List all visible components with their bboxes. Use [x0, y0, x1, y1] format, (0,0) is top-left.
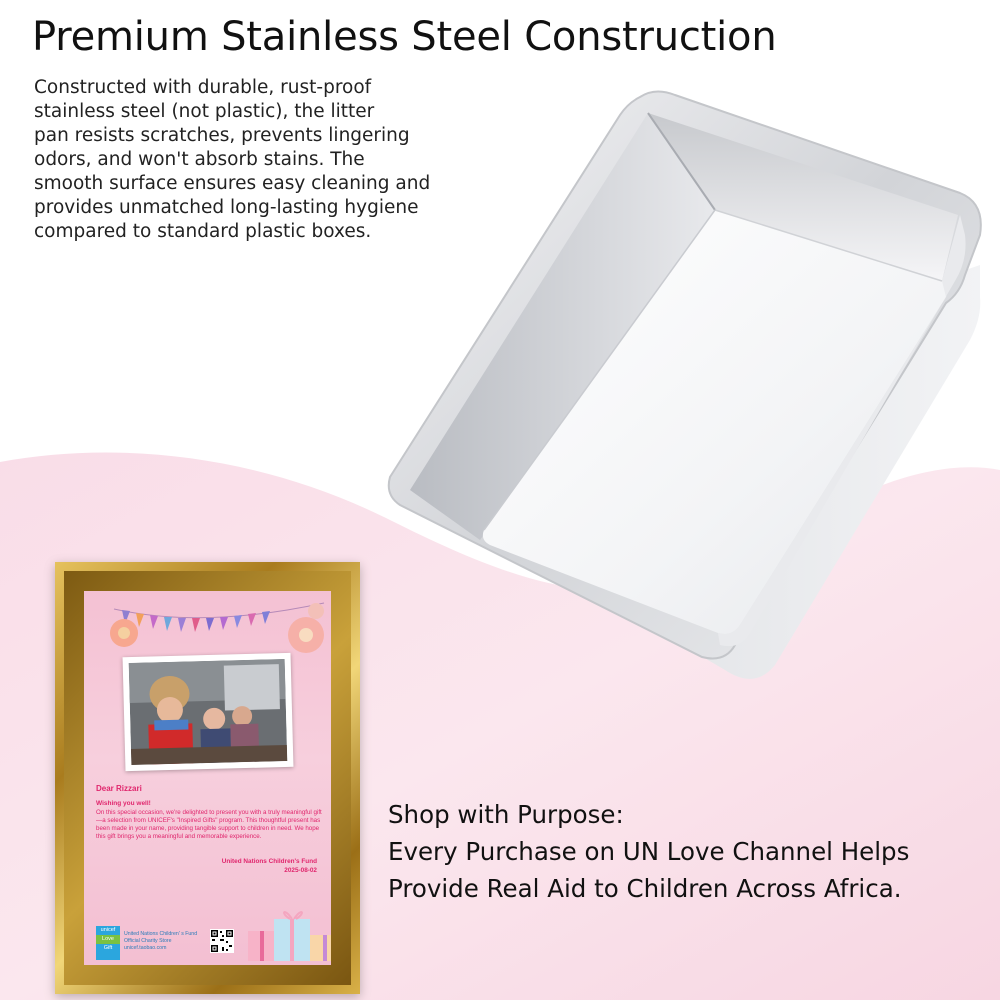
certificate-signature [222, 857, 317, 875]
purpose-heading: Shop with Purpose: [388, 800, 624, 829]
unicef-certificate [84, 591, 331, 965]
certificate-body: On this special occasion, we're delighted to present you with a truly meaningful gift—a selection from UNICEF's "Inspired Gifts" program. This thoughtful present has been made in your name, providing tangible support to children in need. We hope this gift brings you a meaningful and memorable experience. [96, 809, 322, 840]
description-text: Constructed with durable, rust-proof stainless steel (not plastic), the litter pan resists scratches, prevents lingering odors, and won't absorb stains. The smooth surface ensures easy cleaning and provides unmatched long-lasting hygiene compared to standard plastic boxes. [34, 77, 431, 242]
purpose-message [388, 796, 988, 907]
unicef-love-gift-logo: unicef Love Gift [96, 926, 120, 960]
purpose-line-2: Every Purchase on UN Love Channel Helps [388, 837, 910, 866]
qr-code-icon [210, 929, 234, 953]
certificate-frame-image [55, 562, 360, 994]
certificate-greeting: Dear Rizzari [96, 784, 142, 793]
children-photo [123, 653, 294, 771]
signature-date: 2025-08-02 [284, 867, 317, 874]
purpose-line-3: Provide Real Aid to Children Across Africa. [388, 874, 902, 903]
stainless-steel-litter-pan-image [380, 85, 1000, 705]
signature-org: United Nations Children's Fund [221, 858, 317, 865]
certificate-footer: United Nations Children' s Fund Official Charity Store unicef.taobao.com [124, 931, 198, 951]
gift-boxes-illustration [244, 901, 331, 965]
certificate-wish: Wishing you well! [96, 800, 151, 807]
page-title: Premium Stainless Steel Construction [32, 14, 777, 60]
